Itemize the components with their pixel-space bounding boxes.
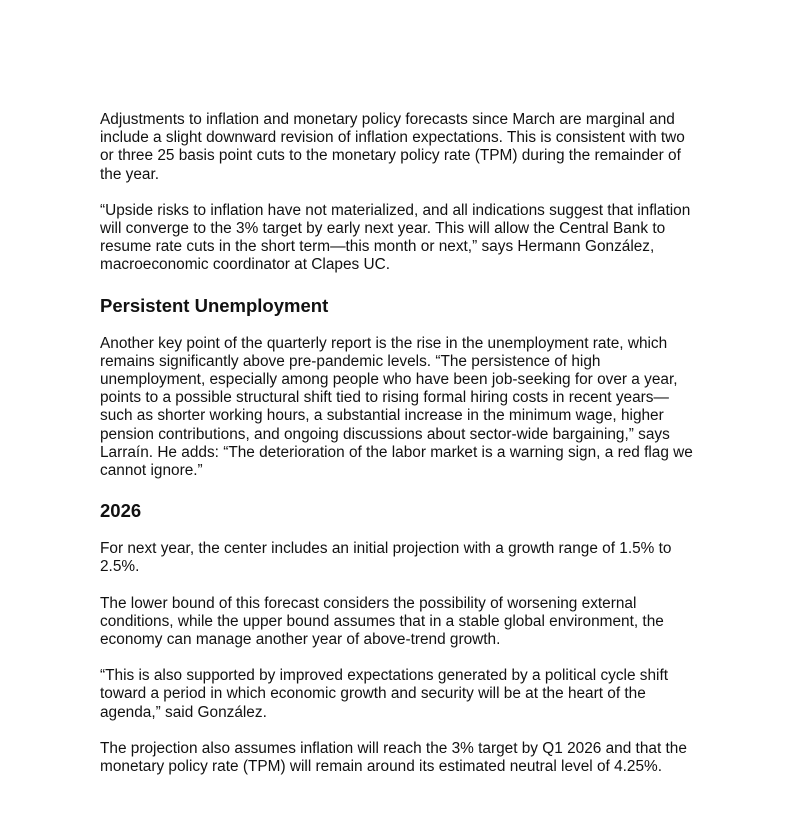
outlook-paragraph-1: For next year, the center includes an initial projection with a growth range of 1.5% to 2.5%.	[100, 540, 672, 576]
section-heading-unemployment: Persistent Unemployment	[100, 294, 329, 316]
intro-paragraph-1: Adjustments to inflation and monetary policy forecasts since March are marginal and include a slight downward revision of inflation expectations. This is consistent with two or three 25 basis point cuts to the monetary policy rate (TPM) during the remainder of the year.	[100, 111, 685, 183]
outlook-paragraph-3: “This is also supported by improved expectations generated by a political cycle shift toward a period in which economic growth and security will be at the heart of the agenda,” said González.	[100, 667, 669, 721]
outlook-paragraph-2: The lower bound of this forecast considers the possibility of worsening external conditions, while the upper bound assumes that in a stable global environment, the economy can manage another year of above-trend growth.	[100, 594, 664, 649]
outlook-paragraph-4: The projection also assumes inflation will reach the 3% target by Q1 2026 and that the monetary policy rate (TPM) will remain around its estimated neutral level of 4.25%.	[100, 739, 687, 776]
section-heading-2026: 2026	[100, 500, 142, 522]
document-page	[100, 111, 700, 776]
unemployment-paragraph-1: Another key point of the quarterly report is the rise in the unemployment rate, which remains significantly above pre-pandemic levels. “The persistence of high unemployment, especially among people who have been job-seeking for over a year, points to a possible structural shift tied to rising formal hiring costs in recent years—such as shorter working hours, a substantial increase in the minimum wage, higher pension contributions, and ongoing discussions about sector-wide bargaining,” says Larraín. He adds: “The deterioration of the labor market is a warning sign, a red flag we cannot ignore.”	[100, 334, 693, 480]
intro-paragraph-2: “Upside risks to inflation have not materialized, and all indications suggest that inflation will converge to the 3% target by early next year. This will allow the Central Bank to resume rate cuts in the short term—this month or next,” says Hermann González, macroeconomic coordinator at Clapes UC.	[100, 201, 691, 274]
